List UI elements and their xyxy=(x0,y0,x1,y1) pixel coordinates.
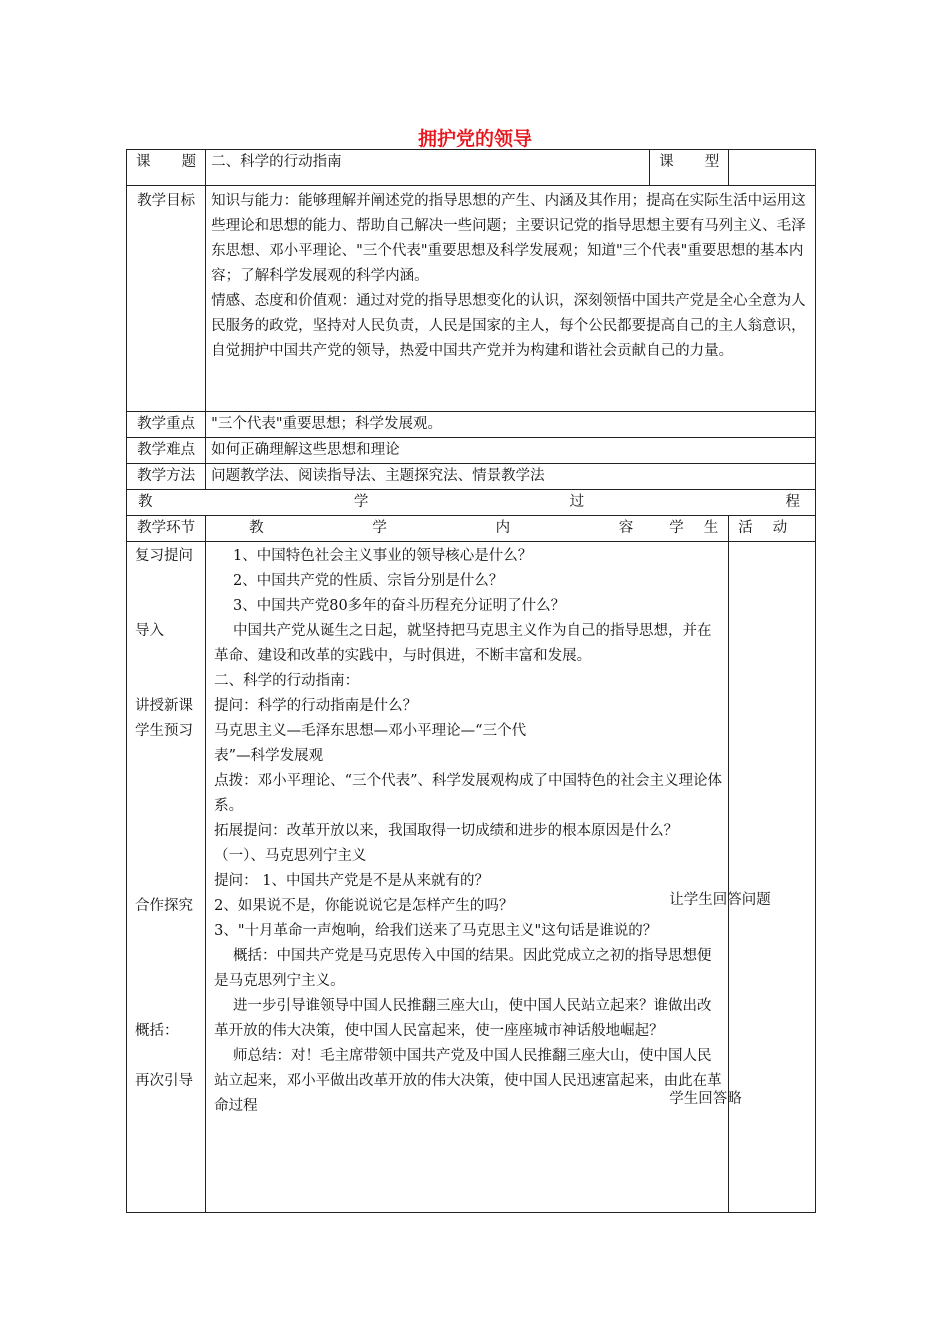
extend-text: 拓展提问：改革开放以来，我国取得一切成绩和进步的根本原因是什么？ xyxy=(214,823,679,839)
ask-text: 提问：科学的行动指南是什么？ xyxy=(214,698,418,714)
stage-cooperate: 合作探究 xyxy=(135,898,193,914)
difficulty-row xyxy=(127,438,816,464)
activity-2: 学生回答略 xyxy=(669,1091,742,1107)
column-content: 教 学 内 容 xyxy=(206,516,729,542)
section-heading: 二、科学的行动指南： xyxy=(214,673,360,689)
key-points-label: 教学重点 xyxy=(127,412,206,438)
goals-row xyxy=(127,186,816,412)
type-label: 课 型 xyxy=(650,150,729,186)
stage-intro: 导入 xyxy=(135,623,164,639)
process-header: 教 学 过 程 xyxy=(127,490,816,516)
goals-content xyxy=(206,186,816,412)
goals-emotion: 情感、态度和价值观：通过对党的指导思想变化的认识，深刻领悟中国共产党是全心全意为人民服务的政党，坚持对人民负责，人民是国家的主人，每个公民都要提高自己的主人翁意识，自觉拥护中国共产党的领导，热爱中国共产党并为构建和谐社会贡献自己的力量。 xyxy=(211,293,806,359)
stage-column xyxy=(127,542,206,1213)
review-q3: 3、中国共产党80多年的奋斗历程充分证明了什么？ xyxy=(233,598,566,614)
summary-text: 概括：中国共产党是马克思传入中国的结果。因此党成立之初的指导思想便是马克思列宁主义。 xyxy=(214,948,712,989)
hint-text: 点拨：邓小平理论、“三个代表”、科学发展观构成了中国特色的社会主义理论体系。 xyxy=(214,773,722,814)
methods-label: 教学方法 xyxy=(127,464,206,490)
activity-1: 让学生回答问题 xyxy=(669,892,771,908)
chain-line-1: 马克思主义—毛泽东思想—邓小平理论—“三个代 xyxy=(214,723,527,739)
review-q2: 2、中国共产党的性质、宗旨分别是什么？ xyxy=(233,573,504,589)
intro-text: 中国共产党从诞生之日起，就坚持把马克思主义作为自己的指导思想，并在革命、建设和改革的实践中，与时俱进，不断丰富和发展。 xyxy=(214,623,712,664)
difficulty-value: 如何正确理解这些思想和理论 xyxy=(206,438,816,464)
stage-summary: 概括： xyxy=(135,1023,179,1039)
lesson-plan-table xyxy=(126,149,816,1213)
columns-row xyxy=(127,516,816,542)
difficulty-label: 教学难点 xyxy=(127,438,206,464)
content-column xyxy=(206,542,729,1213)
key-points-value: "三个代表"重要思想；科学发展观。 xyxy=(206,412,816,438)
header-row xyxy=(127,150,816,186)
process-body-row xyxy=(127,542,816,1213)
type-value xyxy=(729,150,816,186)
stage-new-lesson: 讲授新课 xyxy=(135,698,193,714)
teacher-summary: 师总结：对！毛主席带领中国共产党及中国人民推翻三座大山，使中国人民站立起来，邓小平做出改革开放的伟大决策，使中国人民迅速富起来，由此在革命过程 xyxy=(214,1048,722,1114)
topic-value: 二、科学的行动指南 xyxy=(206,150,650,186)
methods-row xyxy=(127,464,816,490)
page-title: 拥护党的领导 xyxy=(417,128,532,150)
key-points-row xyxy=(127,412,816,438)
ask-1: 提问： 1、中国共产党是不是从来就有的？ xyxy=(214,873,489,889)
column-stage: 教学环节 xyxy=(127,516,206,542)
goals-label: 教学目标 xyxy=(127,186,206,412)
column-activity: 学 生 活 动 xyxy=(729,516,816,542)
stage-guide-again: 再次引导 xyxy=(135,1073,193,1089)
stage-preview: 学生预习 xyxy=(135,723,193,739)
guide-text: 进一步引导谁领导中国人民推翻三座大山，使中国人民站立起来？谁做出改革开放的伟大决策，使中国人民富起来，使一座座城市神话般地崛起？ xyxy=(214,998,712,1039)
ask-3: 3、"十月革命一声炮响，给我们送来了马克思主义"这句话是谁说的？ xyxy=(214,923,658,939)
methods-value: 问题教学法、阅读指导法、主题探究法、情景教学法 xyxy=(206,464,816,490)
topic-label: 课 题 xyxy=(127,150,206,186)
sub-heading: （一）、马克思列宁主义 xyxy=(214,848,367,864)
ask-2: 2、如果说不是，你能说说它是怎样产生的吗？ xyxy=(214,898,514,914)
activity-column xyxy=(669,542,816,1213)
chain-line-2: 表”—科学发展观 xyxy=(214,748,324,764)
process-header-row xyxy=(127,490,816,516)
stage-review: 复习提问 xyxy=(135,548,193,564)
goals-knowledge: 知识与能力：能够理解并阐述党的指导思想的产生、内涵及其作用；提高在实际生活中运用这些理论和思想的能力、帮助自己解决一些问题；主要识记党的指导思想主要有马列主义、毛泽东思想、邓小平理论、"三个代表"重要思想及科学发展观；知道"三个代表"重要思想的基本内容；了解科学发展观的科学内涵。 xyxy=(211,193,806,284)
review-q1: 1、中国特色社会主义事业的领导核心是什么？ xyxy=(233,548,533,564)
